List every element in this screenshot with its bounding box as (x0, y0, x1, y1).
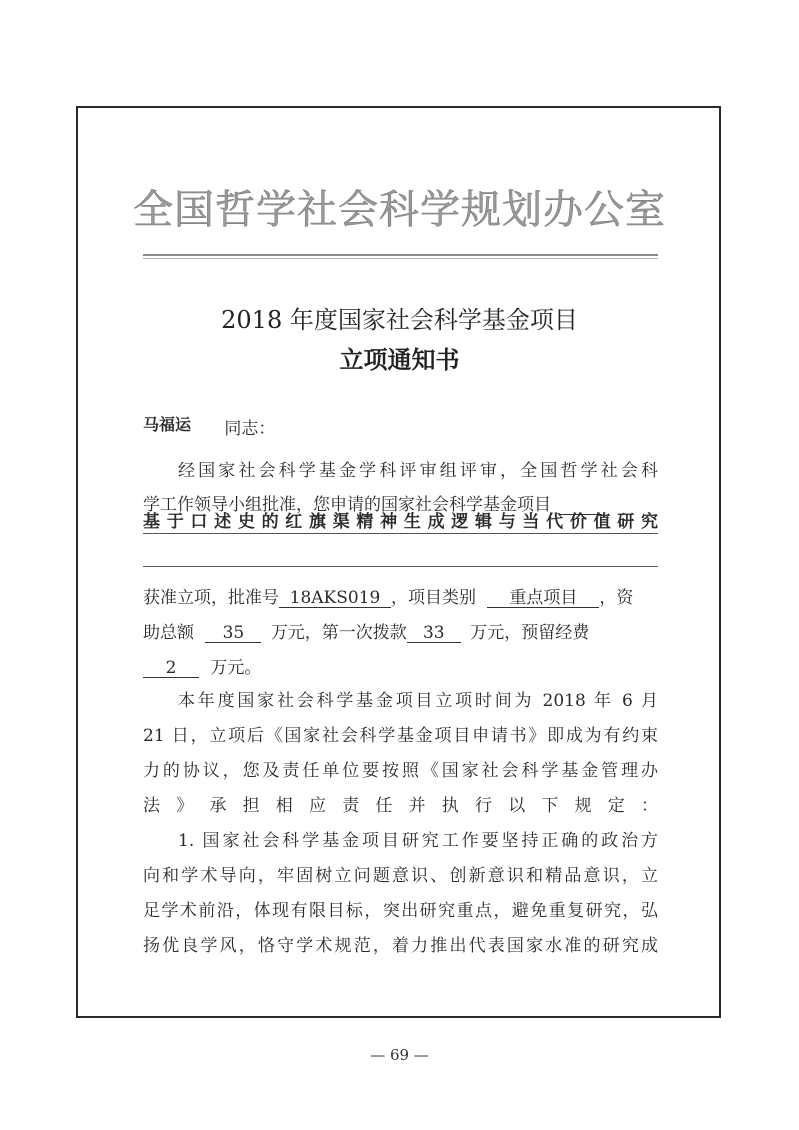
total-label: 助总额 (143, 623, 194, 643)
page-number: — 69 — (370, 1046, 429, 1064)
approval-line3 (143, 653, 658, 678)
reserved-unit: 万元。 (210, 658, 262, 678)
paragraph1-line1: 经国家社会科学基金学科评审组评审，全国哲学社会科 (178, 461, 658, 481)
office-letterhead: 全国哲学社会科学规划办公室 (133, 187, 666, 233)
rule1-line2: 向和学术导向，牢固树立问题意识、创新意识和精品意识，立 (143, 866, 658, 886)
paragraph1-line2-text: 学工作领导小组批准，您申请的国家社会科学基金项目 (143, 495, 551, 515)
notice-title-line2: 立项通知书 (339, 345, 460, 374)
reserved-label: 万元，预留经费 (470, 623, 590, 643)
project-category: 重点项目 (487, 589, 599, 608)
approval-line2 (143, 618, 658, 643)
letterhead-divider (143, 254, 658, 259)
approval-text: 获准立项，批准号 (143, 588, 279, 608)
paragraph2-line1: 本年度国家社会科学基金项目立项时间为 2018 年 6 月 (178, 691, 658, 711)
total-amount: 35 (205, 624, 261, 643)
approval-number: 18AKS019 (279, 589, 391, 608)
rule1-line1: 1. 国家社会科学基金项目研究工作要坚持正确的政治方 (178, 831, 658, 851)
project-title: 基于口述史的红旗渠精神生成逻辑与当代价值研究 (143, 512, 658, 532)
paragraph2-line2: 21 日，立项后《国家社会科学基金项目申请书》即成为有约束 (143, 726, 658, 746)
paragraph2-line3: 力的协议，您及责任单位要按照《国家社会科学基金管理办 (143, 761, 658, 781)
rule1-line3: 足学术前沿，体现有限目标，突出研究重点，避免重复研究，弘 (143, 901, 658, 921)
first-payment-amount: 33 (407, 624, 461, 643)
notice-title-line1: 2018 年度国家社会科学基金项目 (221, 306, 578, 334)
salutation-suffix: 同志： (224, 419, 276, 439)
project-title-underline-2 (143, 566, 658, 567)
category-label: ，项目类别 (391, 588, 476, 608)
recipient-name: 马福运 (143, 415, 192, 434)
paragraph2-line4: 法》承担相应责任并执行以下规定： (143, 796, 658, 816)
project-title-underline (143, 533, 658, 534)
reserved-amount: 2 (143, 659, 199, 678)
approval-line1 (143, 583, 658, 608)
salutation (143, 410, 658, 439)
first-payment-label: 万元，第一次拨款 (270, 623, 407, 643)
fund-prefix: ，资 (599, 588, 634, 608)
rule1-line4: 扬优良学风，恪守学术规范，着力推出代表国家水准的研究成 (143, 936, 658, 956)
